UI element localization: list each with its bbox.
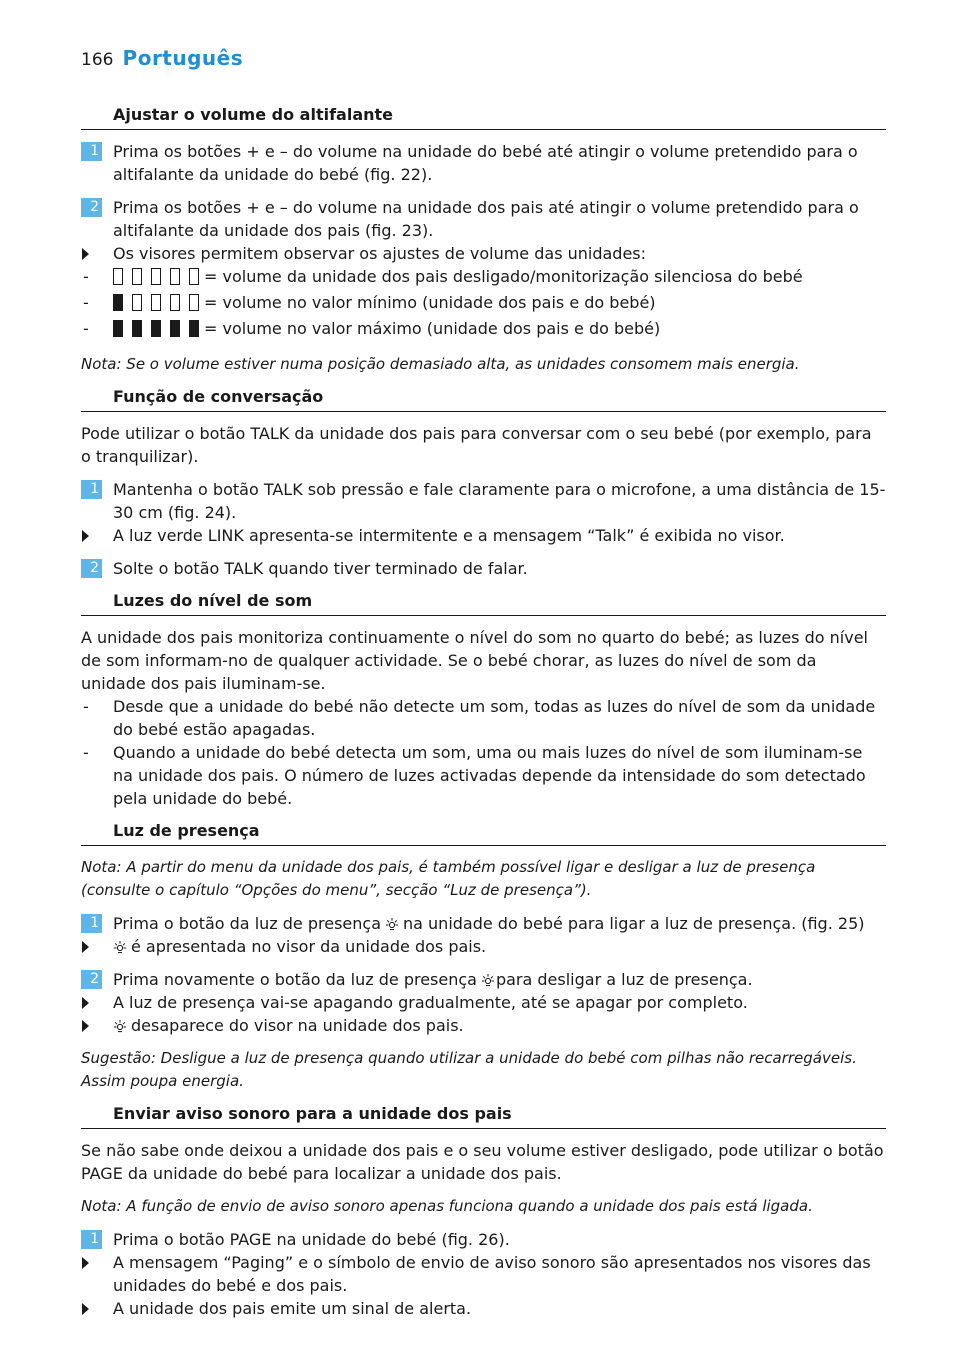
- bullet-text: A luz verde LINK apresenta-se intermitente e a mensagem “Talk” é exibida no visor.: [113, 526, 785, 545]
- page-content: [81, 104, 886, 1320]
- volume-bar-segment: [151, 268, 161, 285]
- step-text-b: para desligar a luz de presença.: [495, 970, 753, 989]
- bullet-volume-displays: [81, 242, 886, 265]
- step-number-badge: 1: [81, 1230, 102, 1249]
- bullet-arrow-icon: [82, 248, 89, 260]
- bullet-paging-message: [81, 1251, 886, 1297]
- volume-bar-segment: [113, 320, 123, 337]
- volume-level-item: [81, 265, 886, 291]
- bullet-night-disappears: [81, 1014, 886, 1037]
- bullet-text: A mensagem “Paging” e o símbolo de envio de aviso sonoro são apresentados nos visores das unidades do bebé e dos pais.: [113, 1253, 871, 1295]
- volume-bar-segment: [113, 294, 123, 311]
- bullet-arrow-icon: [82, 1020, 89, 1032]
- volume-bar-icon: [113, 294, 199, 317]
- dash-marker: -: [83, 743, 89, 762]
- dash-sound-1: [81, 695, 886, 741]
- volume-bar-segment: [170, 294, 180, 311]
- step-text: Prima o botão PAGE na unidade do bebé (fig. 26).: [113, 1230, 510, 1249]
- volume-level-text: = volume no valor mínimo (unidade dos pais e do bebé): [204, 293, 656, 312]
- language-title: Português: [122, 46, 244, 70]
- volume-bar-segment: [151, 294, 161, 311]
- volume-bar-icon: [113, 268, 199, 291]
- bullet-arrow-icon: [82, 941, 89, 953]
- dash-text: Quando a unidade do bebé detecta um som, uma ou mais luzes do nível de som iluminam-se na unidade dos pais. O número de luzes activadas depende da intensidade do som detectado pela unidade do bebé.: [113, 743, 866, 808]
- dash-sound-2: [81, 741, 886, 810]
- volume-level-text: = volume no valor máximo (unidade dos pais e do bebé): [204, 319, 661, 338]
- volume-bar-segment: [132, 320, 142, 337]
- bullet-text: Os visores permitem observar os ajustes de volume das unidades:: [113, 244, 647, 263]
- night-light-icon: [113, 940, 127, 954]
- section-heading-sound: Luzes do nível de som: [81, 590, 886, 616]
- step-talk-1: [81, 478, 886, 524]
- step-number-badge: 1: [81, 142, 102, 161]
- bullet-night-shown: [81, 935, 886, 958]
- note-volume: Nota: Se o volume estiver numa posição demasiado alta, as unidades consomem mais energia.: [81, 355, 800, 373]
- bullet-paging-alert: [81, 1297, 886, 1320]
- step-text: Prima os botões + e – do volume na unidade dos pais até atingir o volume pretendido para o altifalante da unidade dos pais (fig. 23).: [113, 198, 859, 240]
- step-text-a: Prima o botão da luz de presença: [113, 914, 381, 933]
- step-talk-2: [81, 557, 886, 580]
- volume-bar-segment: [170, 268, 180, 285]
- volume-bar-segment: [151, 320, 161, 337]
- step-text: Prima os botões + e – do volume na unidade do bebé até atingir o volume pretendido para o altifalante da unidade do bebé (fig. 22).: [113, 142, 858, 184]
- volume-bar-segment: [189, 320, 199, 337]
- note-paging: Nota: A função de envio de aviso sonoro apenas funciona quando a unidade dos pais está ligada.: [81, 1197, 813, 1215]
- bullet-arrow-icon: [82, 1303, 89, 1315]
- step-text: Solte o botão TALK quando tiver terminado de falar.: [113, 559, 528, 578]
- note-night-light: Nota: A partir do menu da unidade dos pais, é também possível ligar e desligar a luz de presença (consulte o capítulo “Opções do menu”, secção “Luz de presença”).: [81, 858, 816, 899]
- volume-bar-segment: [189, 294, 199, 311]
- dash-marker: -: [83, 319, 89, 338]
- volume-bar-segment: [132, 268, 142, 285]
- page-header: [81, 46, 243, 76]
- step-number-badge: 2: [81, 559, 102, 578]
- step-text-b: na unidade do bebé para ligar a luz de presença. (fig. 25): [403, 914, 865, 933]
- bullet-text: A unidade dos pais emite um sinal de alerta.: [113, 1299, 472, 1318]
- sound-intro: A unidade dos pais monitoriza continuamente o nível do som no quarto do bebé; as luzes do nível de som informam-no de qualquer actividade. Se o bebé chorar, as luzes do nível de som da unidade dos pais iluminam-se.: [81, 628, 868, 693]
- night-light-icon: [113, 1019, 127, 1033]
- step-number-badge: 2: [81, 970, 102, 989]
- step-paging-1: [81, 1228, 886, 1251]
- dash-marker: -: [83, 293, 89, 312]
- volume-bar-segment: [132, 294, 142, 311]
- bullet-text: A luz de presença vai-se apagando gradualmente, até se apagar por completo.: [113, 993, 748, 1012]
- step-volume-1: [81, 140, 886, 186]
- volume-level-text: = volume da unidade dos pais desligado/monitorização silenciosa do bebé: [204, 267, 803, 286]
- volume-level-list: [81, 265, 886, 343]
- step-number-badge: 1: [81, 914, 102, 933]
- step-text-a: Prima novamente o botão da luz de presença: [113, 970, 477, 989]
- night-light-icon: [481, 973, 495, 987]
- step-night-1: [81, 912, 886, 935]
- bullet-arrow-icon: [82, 997, 89, 1009]
- step-number-badge: 1: [81, 480, 102, 499]
- page-number: 166: [81, 50, 114, 70]
- bullet-text: é apresentada no visor da unidade dos pais.: [131, 937, 487, 956]
- section-heading-volume: Ajustar o volume do altifalante: [81, 104, 886, 130]
- tip-night-light: Sugestão: Desligue a luz de presença quando utilizar a unidade do bebé com pilhas não recarregáveis. Assim poupa energia.: [81, 1049, 857, 1090]
- step-number-badge: 2: [81, 198, 102, 217]
- bullet-night-fade: [81, 991, 886, 1014]
- dash-marker: -: [83, 267, 89, 286]
- volume-level-item: [81, 291, 886, 317]
- bullet-talk-link: [81, 524, 886, 547]
- talk-intro: Pode utilizar o botão TALK da unidade dos pais para conversar com o seu bebé (por exemplo, para o tranquilizar).: [81, 424, 872, 466]
- step-text: Mantenha o botão TALK sob pressão e fale claramente para o microfone, a uma distância de 15-30 cm (fig. 24).: [113, 480, 886, 522]
- step-volume-2: [81, 196, 886, 242]
- step-night-2: [81, 968, 886, 991]
- section-heading-talk: Função de conversação: [81, 386, 886, 412]
- section-heading-paging: Enviar aviso sonoro para a unidade dos pais: [81, 1103, 886, 1129]
- volume-bar-segment: [113, 268, 123, 285]
- bullet-text: desaparece do visor na unidade dos pais.: [131, 1016, 464, 1035]
- night-light-icon: [385, 917, 399, 931]
- paging-intro: Se não sabe onde deixou a unidade dos pais e o seu volume estiver desligado, pode utilizar o botão PAGE da unidade do bebé para localizar a unidade dos pais.: [81, 1141, 884, 1183]
- dash-marker: -: [83, 697, 89, 716]
- volume-bar-segment: [170, 320, 180, 337]
- volume-bar-segment: [189, 268, 199, 285]
- volume-bar-icon: [113, 320, 199, 343]
- bullet-arrow-icon: [82, 1257, 89, 1269]
- volume-level-item: [81, 317, 886, 343]
- dash-text: Desde que a unidade do bebé não detecte um som, todas as luzes do nível de som da unidade do bebé estão apagadas.: [113, 697, 876, 739]
- bullet-arrow-icon: [82, 530, 89, 542]
- section-heading-night-light: Luz de presença: [81, 820, 886, 846]
